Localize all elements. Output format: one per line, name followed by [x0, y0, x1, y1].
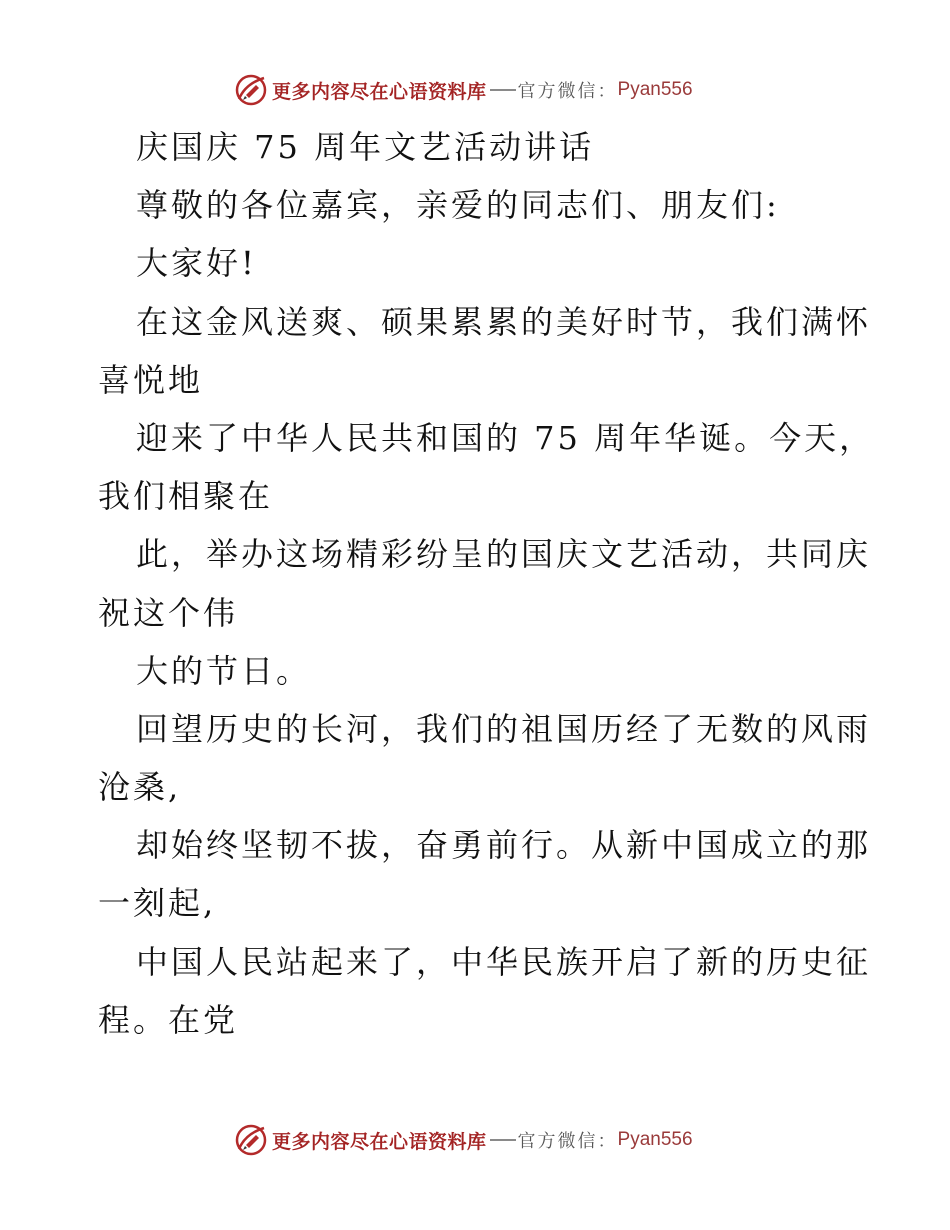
watermark-id-text: Pyan556 — [617, 1129, 693, 1150]
text-line: 祝这个伟 — [98, 593, 239, 632]
footer-watermark — [234, 1122, 693, 1158]
watermark-brand-text: 更多内容尽在心语资料库 — [272, 1130, 487, 1153]
watermark-label-text: 官方微信： — [517, 81, 618, 102]
text-line: 大的节日。 — [136, 651, 312, 690]
watermark-dash — [490, 89, 516, 91]
document-body — [98, 118, 875, 1049]
pen-logo-icon — [234, 1123, 268, 1157]
text-line: 大家好! — [136, 244, 257, 283]
text-line: 在这金风送爽、硕果累累的美好时节，我们满怀 — [136, 302, 872, 341]
watermark-brand-text: 更多内容尽在心语资料库 — [272, 80, 487, 103]
text-line: 我们相聚在 — [98, 477, 274, 516]
text-line: 中国人民站起来了，中华民族开启了新的历史征 — [136, 942, 872, 981]
watermark-id-text: Pyan556 — [617, 79, 693, 100]
text-line: 此，举办这场精彩纷呈的国庆文艺活动，共同庆 — [136, 535, 872, 574]
text-line: 喜悦地 — [98, 360, 204, 399]
document-title: 庆国庆 75 周年文艺活动讲话 — [136, 128, 595, 166]
text-line: 尊敬的各位嘉宾，亲爱的同志们、朋友们: — [136, 186, 780, 225]
watermark-label-text: 官方微信： — [517, 1131, 618, 1152]
pen-logo-icon — [234, 73, 268, 107]
header-watermark — [234, 72, 693, 108]
watermark-dash — [490, 1139, 516, 1141]
text-line: 却始终坚韧不拔，奋勇前行。从新中国成立的那 — [136, 826, 872, 865]
text-line: 回望历史的长河，我们的祖国历经了无数的风雨 — [136, 709, 872, 748]
text-line: 一刻起, — [98, 884, 217, 923]
text-line: 程。在党 — [98, 1000, 239, 1039]
text-line: 沧桑, — [98, 768, 182, 807]
text-line: 迎来了中华人民共和国的 75 周年华诞。今天， — [136, 418, 875, 457]
